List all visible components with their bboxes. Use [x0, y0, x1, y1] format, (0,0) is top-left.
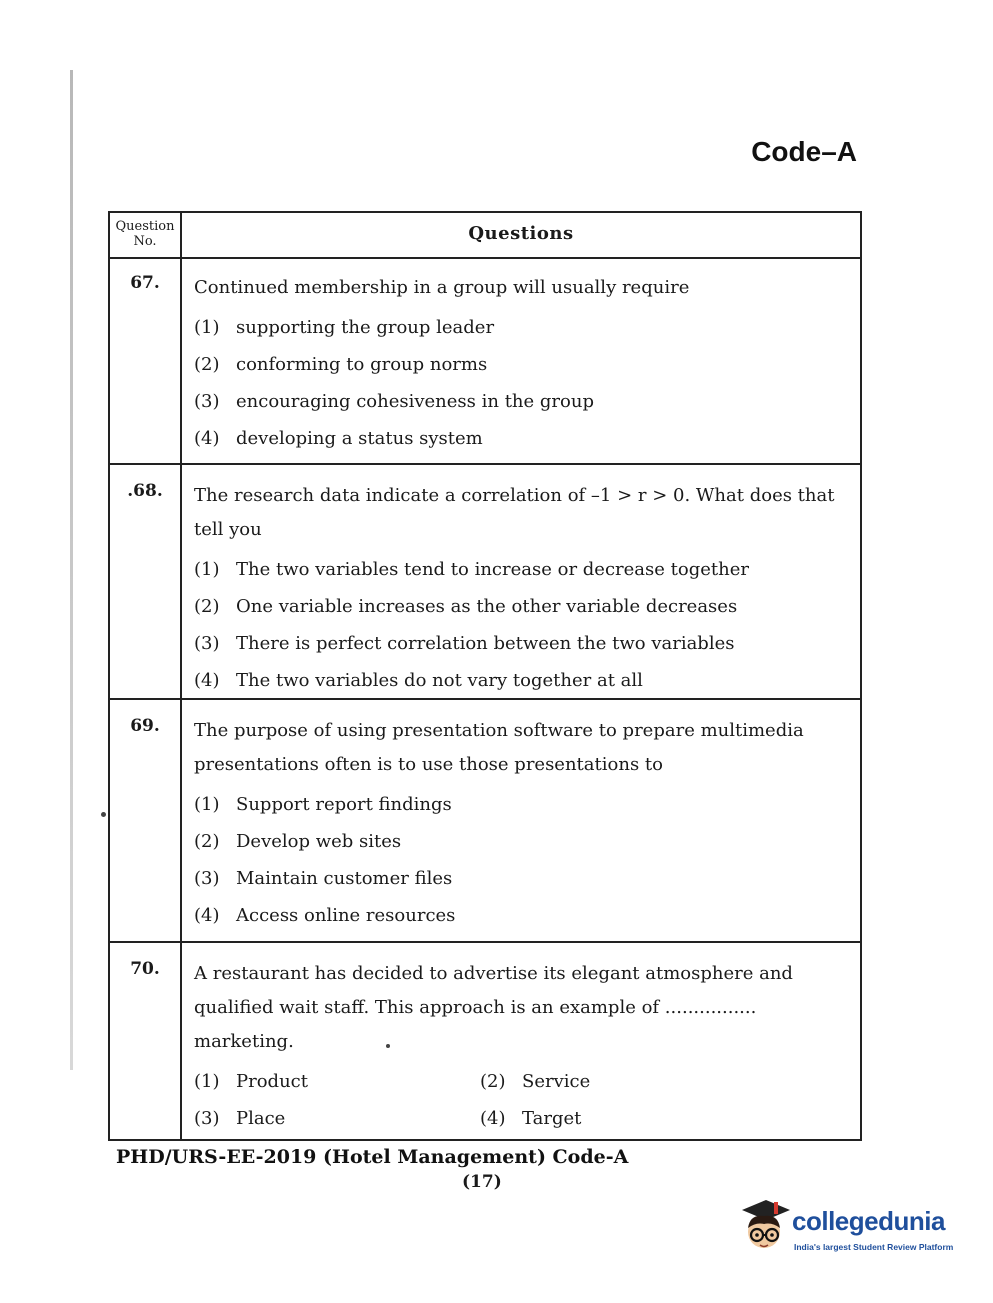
paper-code: Code–A — [751, 136, 857, 167]
question-number: .68. — [127, 481, 163, 501]
option — [194, 823, 854, 860]
table-header-row — [110, 213, 860, 259]
option-number: (2) — [480, 1071, 506, 1092]
option-number: (3) — [194, 633, 220, 654]
option-number: (1) — [194, 1071, 220, 1092]
option-text: supporting the group leader — [236, 317, 495, 338]
option — [194, 1100, 480, 1137]
scan-speck — [386, 1044, 390, 1048]
option-text: Service — [522, 1071, 591, 1092]
option-text: Develop web sites — [236, 831, 402, 852]
option-text: Access online resources — [236, 905, 456, 926]
question-body — [194, 479, 854, 699]
option-number: (4) — [194, 905, 220, 926]
option-text: encouraging cohesiveness in the group — [236, 391, 594, 412]
question-number: 67. — [130, 273, 160, 293]
question-number: 69. — [130, 716, 160, 736]
option — [480, 1100, 780, 1137]
options-grid — [194, 1063, 854, 1137]
option — [194, 383, 854, 420]
option-text: developing a status system — [236, 428, 483, 449]
option — [194, 551, 854, 588]
option-text: Target — [522, 1108, 582, 1129]
option-number: (4) — [194, 428, 220, 449]
question-text: A restaurant has decided to advertise its elegant atmosphere and qualified wait staff. This approach is an example of ................ marketing. — [194, 963, 793, 1052]
question-body — [194, 271, 854, 457]
collegedunia-watermark — [736, 1196, 966, 1260]
option — [194, 897, 854, 934]
option-text: One variable increases as the other variable decreases — [236, 596, 738, 617]
option — [480, 1063, 780, 1100]
option — [194, 786, 854, 823]
option-text: The two variables do not vary together at all — [236, 670, 643, 691]
option-number: (1) — [194, 559, 220, 580]
option-text: The two variables tend to increase or decrease together — [236, 559, 749, 580]
option — [194, 588, 854, 625]
page-number: (17) — [462, 1172, 502, 1192]
option — [194, 420, 854, 457]
option-number: (2) — [194, 354, 220, 375]
option — [194, 309, 854, 346]
question-text: Continued membership in a group will usually require — [194, 277, 690, 298]
option-number: (3) — [194, 868, 220, 889]
column-header-questions: Questions — [468, 223, 574, 244]
brand-name: collegedunia — [792, 1206, 945, 1236]
option-number: (1) — [194, 794, 220, 815]
option — [194, 662, 854, 699]
option-text: There is perfect correlation between the two variables — [236, 633, 735, 654]
option-text: Place — [236, 1108, 286, 1129]
exam-footer: PHD/URS-EE-2019 (Hotel Management) Code-A — [116, 1146, 629, 1168]
question-row-67 — [110, 257, 860, 465]
option-number: (4) — [480, 1108, 506, 1129]
option-text: Product — [236, 1071, 308, 1092]
scan-edge-line — [70, 70, 73, 1070]
option — [194, 860, 854, 897]
question-body — [194, 714, 854, 934]
question-row-68 — [110, 465, 860, 700]
option-number: (4) — [194, 670, 220, 691]
column-header-question-no: Question No. — [115, 219, 175, 249]
question-row-69 — [110, 700, 860, 943]
option-number: (2) — [194, 596, 220, 617]
brand-tagline: India's largest Student Review Platform — [794, 1242, 954, 1252]
option — [194, 1063, 480, 1100]
option-text: Support report findings — [236, 794, 452, 815]
question-number: 70. — [130, 959, 160, 979]
question-text: The research data indicate a correlation of –1 > r > 0. What does that tell you — [194, 485, 835, 540]
option — [194, 346, 854, 383]
mascot-icon — [736, 1196, 792, 1258]
questions-table — [108, 211, 862, 1141]
question-text: The purpose of using presentation software to prepare multimedia presentations often is to use those presentations to — [194, 720, 804, 775]
scan-speck — [101, 812, 106, 817]
question-row-70 — [110, 943, 860, 1139]
option — [194, 625, 854, 662]
question-body — [194, 957, 854, 1137]
option-number: (3) — [194, 1108, 220, 1129]
option-text: Maintain customer files — [236, 868, 453, 889]
option-number: (1) — [194, 317, 220, 338]
option-text: conforming to group norms — [236, 354, 488, 375]
option-number: (2) — [194, 831, 220, 852]
option-number: (3) — [194, 391, 220, 412]
